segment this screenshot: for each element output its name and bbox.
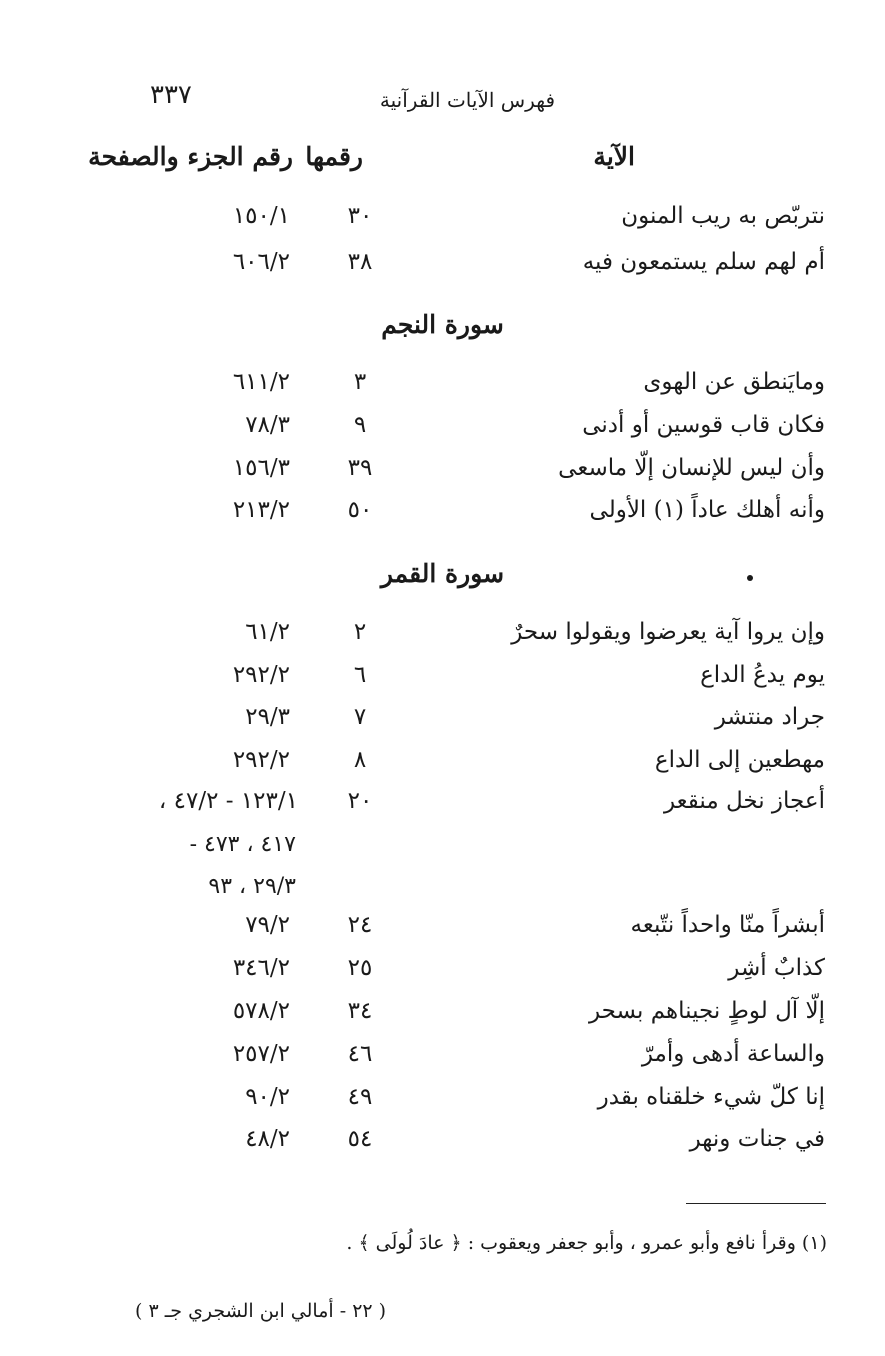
ayah-text: يوم يدعُ الداع [700, 662, 825, 688]
index-row [0, 912, 885, 952]
ayah-number: ٣ [353, 369, 367, 395]
volume-page-ref: ٢١٣/٢ [232, 497, 290, 523]
index-row [0, 1084, 885, 1124]
index-row [0, 497, 885, 537]
index-row [0, 249, 885, 289]
column-header-number: رقمها [305, 142, 363, 171]
page-number: ٣٣٧ [150, 80, 192, 110]
printer-signature: ( ٢٢ - أمالي ابن الشجري جـ ٣ ) [135, 1300, 387, 1322]
ayah-number: ٥٠ [347, 497, 373, 523]
ayah-number: ٣٤ [347, 998, 373, 1024]
ayah-number: ٧ [353, 704, 367, 730]
ayah-text: كذابٌ أشِر [728, 955, 825, 981]
ayah-number: ٣٩ [347, 455, 373, 481]
running-title: فهرس الآيات القرآنية [379, 88, 555, 112]
index-row [0, 369, 885, 409]
volume-page-ref: ٦١١/٢ [232, 369, 290, 395]
volume-page-ref: ٧٨/٣ [245, 412, 290, 438]
ayah-text: أعجاز نخل منقعر [663, 788, 825, 814]
ayah-number: ٢٤ [347, 912, 373, 938]
ayah-number: ٤٦ [347, 1041, 373, 1067]
index-row [0, 704, 885, 744]
ayah-text: إلّا آل لوطٍ نجيناهم بسحر [588, 998, 825, 1024]
ayah-text: إنا كلّ شيء خلقناه بقدر [597, 1084, 825, 1110]
ayah-number: ٤٩ [347, 1084, 373, 1110]
volume-page-ref: ٤٨/٢ [245, 1126, 290, 1152]
footnote-separator [686, 1203, 826, 1204]
column-header-reference: رقم الجزء والصفحة [88, 142, 293, 171]
index-row [0, 662, 885, 702]
surah-title-najm [0, 310, 885, 339]
ayah-number: ٣٨ [347, 249, 373, 275]
volume-page-ref: ١٢٣/١ - ٤٧/٢ ، [158, 788, 298, 814]
index-row [0, 455, 885, 495]
surah-title-text: سورة القمر [380, 559, 505, 588]
volume-page-ref: ٦٠٦/٢ [232, 249, 290, 275]
volume-page-ref: ٣٤٦/٢ [232, 955, 290, 981]
volume-page-ref: ٥٧٨/٢ [232, 998, 290, 1024]
index-row [0, 1126, 885, 1166]
volume-page-ref: ٩٠/٢ [245, 1084, 290, 1110]
stray-dot [747, 575, 753, 581]
ayah-text: ومايَنطق عن الهوى [643, 369, 825, 395]
ayah-number: ٨ [353, 747, 367, 773]
index-row [0, 998, 885, 1038]
volume-page-ref: ٢٩٢/٢ [232, 747, 290, 773]
volume-page-ref: ١٥٠/١ [232, 203, 290, 229]
ayah-number: ٦ [353, 662, 367, 688]
reference-continuation: ٤١٧ ، ٤٧٣ - [189, 832, 296, 857]
index-row [0, 619, 885, 659]
index-row [0, 1041, 885, 1081]
volume-page-ref: ٦١/٢ [245, 619, 290, 645]
index-row [0, 788, 885, 828]
index-row [0, 203, 885, 243]
volume-page-ref: ٢٩٢/٢ [232, 662, 290, 688]
ayah-text: مهطعين إلى الداع [654, 747, 825, 773]
ayah-text: والساعة أدهى وأمرّ [641, 1041, 825, 1067]
ayah-text: جراد منتشر [714, 704, 825, 730]
index-row [0, 747, 885, 787]
volume-page-ref: ٢٥٧/٢ [232, 1041, 290, 1067]
ayah-number: ٢٥ [347, 955, 373, 981]
ayah-text: وأنه أهلك عاداً (١) الأولى [589, 497, 825, 523]
volume-page-ref: ١٥٦/٣ [232, 455, 290, 481]
ayah-number: ٣٠ [347, 203, 373, 229]
volume-page-ref: ٧٩/٢ [245, 912, 290, 938]
footnote: (١) وقرأ نافع وأبو عمرو ، وأبو جعفر ويعقوب : ﴿ عادَ لُولَى ﴾ . [346, 1232, 827, 1254]
ayah-number: ٢٠ [347, 788, 373, 814]
ayah-text: أم لهم سلم يستمعون فيه [582, 249, 825, 275]
ayah-text: في جنات ونهر [689, 1126, 825, 1152]
index-row [0, 955, 885, 995]
surah-title-text: سورة النجم [381, 310, 504, 339]
volume-page-ref: ٢٩/٣ [245, 704, 290, 730]
ayah-text: وأن ليس للإنسان إلّا ماسعى [558, 455, 825, 481]
reference-continuation: ٢٩/٣ ، ٩٣ [208, 874, 296, 899]
ayah-text: فكان قاب قوسين أو أدنى [582, 412, 825, 438]
surah-title-qamar [0, 559, 885, 588]
ayah-text: وإن يروا آية يعرضوا ويقولوا سحرٌ [511, 619, 825, 645]
column-header-ayah: الآية [593, 142, 635, 171]
ayah-number: ٥٤ [347, 1126, 373, 1152]
ayah-number: ٩ [353, 412, 367, 438]
index-row [0, 412, 885, 452]
ayah-text: نتربّص به ريب المنون [621, 203, 825, 229]
ayah-number: ٢ [353, 619, 367, 645]
ayah-text: أبشراً منّا واحداً نتّبعه [630, 912, 825, 938]
